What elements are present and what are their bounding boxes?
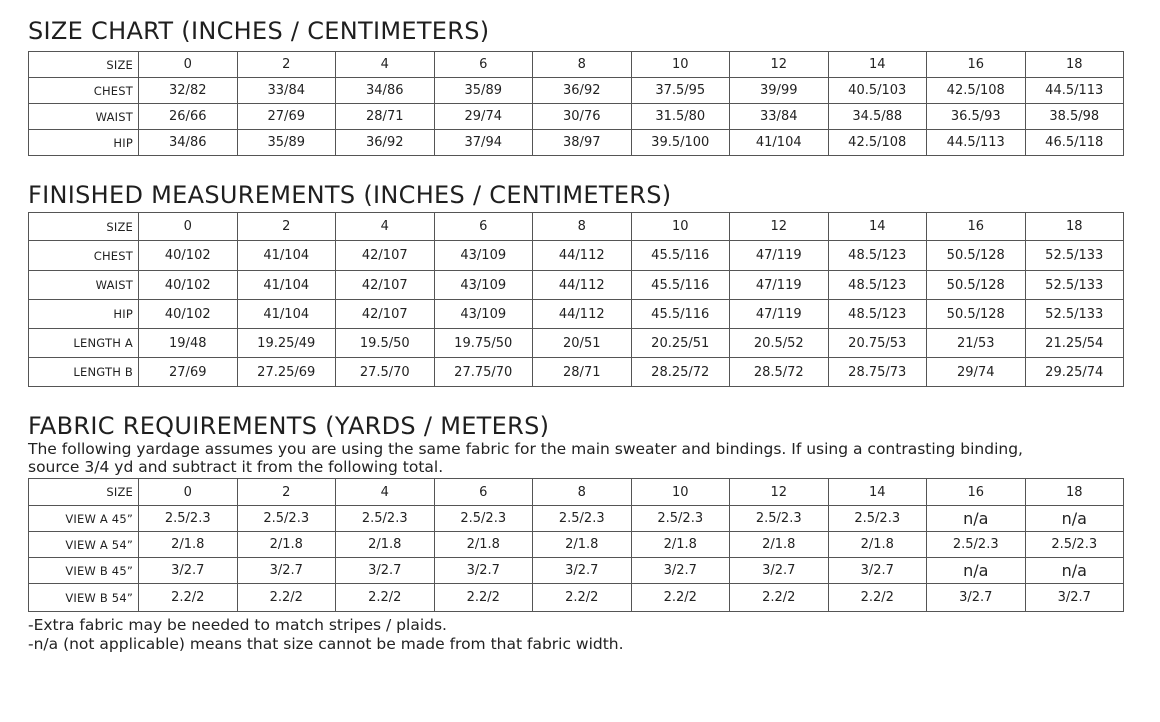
value-cell: 34/86	[336, 78, 435, 104]
value-cell: 3/2.7	[730, 558, 829, 584]
value-cell: 52.5/133	[1025, 300, 1124, 329]
size-header-row	[29, 213, 1124, 241]
value-cell: 2/1.8	[533, 532, 632, 558]
value-cell: 28.25/72	[631, 358, 730, 387]
value-cell: 50.5/128	[927, 241, 1026, 271]
value-cell: 34/86	[139, 130, 238, 156]
note-stripes: -Extra fabric may be needed to match stripes / plaids.	[28, 616, 447, 634]
value-cell: 40/102	[139, 300, 238, 329]
value-cell: 19.75/50	[434, 329, 533, 358]
row-label: CHEST	[29, 78, 139, 104]
size-header-cell: 4	[336, 213, 435, 241]
value-cell: 45.5/116	[631, 300, 730, 329]
value-cell: 3/2.7	[1025, 584, 1124, 612]
table-row	[29, 532, 1124, 558]
value-cell: 3/2.7	[533, 558, 632, 584]
value-cell: 29/74	[434, 104, 533, 130]
table-row	[29, 358, 1124, 387]
size-header-cell: 12	[730, 479, 829, 506]
value-cell: 2.5/2.3	[237, 506, 336, 532]
value-cell: 42/107	[336, 241, 435, 271]
value-cell: 2.5/2.3	[730, 506, 829, 532]
value-cell: 36/92	[533, 78, 632, 104]
value-cell: 2.5/2.3	[434, 506, 533, 532]
value-cell: 2.5/2.3	[927, 532, 1026, 558]
size-header-cell: 16	[927, 213, 1026, 241]
row-label: VIEW A 45”	[29, 506, 139, 532]
value-cell: 2.5/2.3	[139, 506, 238, 532]
finished-measurements-title: FINISHED MEASUREMENTS (INCHES / CENTIMETERS)	[28, 181, 672, 209]
row-label: CHEST	[29, 241, 139, 271]
value-cell: 39.5/100	[631, 130, 730, 156]
size-header-cell: 8	[533, 52, 632, 78]
row-label: LENGTH A	[29, 329, 139, 358]
value-cell: 44.5/113	[927, 130, 1026, 156]
value-cell: 2.2/2	[434, 584, 533, 612]
value-cell: 44.5/113	[1025, 78, 1124, 104]
size-header-cell: 14	[828, 52, 927, 78]
value-cell: 34.5/88	[828, 104, 927, 130]
value-cell: 2/1.8	[631, 532, 730, 558]
value-cell: 32/82	[139, 78, 238, 104]
size-label: SIZE	[29, 213, 139, 241]
value-cell: 40.5/103	[828, 78, 927, 104]
value-cell: 2.5/2.3	[336, 506, 435, 532]
value-cell: 40/102	[139, 241, 238, 271]
value-cell: 20/51	[533, 329, 632, 358]
size-header-cell: 18	[1025, 479, 1124, 506]
value-cell: 2/1.8	[434, 532, 533, 558]
value-cell: 43/109	[434, 241, 533, 271]
value-cell: 2/1.8	[730, 532, 829, 558]
value-cell: 2.2/2	[828, 584, 927, 612]
value-cell: 45.5/116	[631, 271, 730, 300]
value-cell: 2.5/2.3	[1025, 532, 1124, 558]
value-cell: 2.2/2	[336, 584, 435, 612]
value-cell: 52.5/133	[1025, 271, 1124, 300]
value-cell: 20.25/51	[631, 329, 730, 358]
table-row	[29, 241, 1124, 271]
value-cell: 31.5/80	[631, 104, 730, 130]
size-header-row	[29, 52, 1124, 78]
size-header-cell: 16	[927, 52, 1026, 78]
row-label: WAIST	[29, 271, 139, 300]
value-cell: 35/89	[434, 78, 533, 104]
value-cell: 44/112	[533, 271, 632, 300]
value-cell: n/a	[1025, 506, 1124, 532]
value-cell: 48.5/123	[828, 300, 927, 329]
value-cell: 50.5/128	[927, 271, 1026, 300]
value-cell: 27/69	[237, 104, 336, 130]
value-cell: n/a	[1025, 558, 1124, 584]
value-cell: 38.5/98	[1025, 104, 1124, 130]
value-cell: n/a	[927, 558, 1026, 584]
value-cell: 2/1.8	[139, 532, 238, 558]
table-row	[29, 506, 1124, 532]
value-cell: 42/107	[336, 271, 435, 300]
value-cell: 2.2/2	[237, 584, 336, 612]
size-header-cell: 14	[828, 479, 927, 506]
size-header-cell: 10	[631, 213, 730, 241]
size-header-cell: 0	[139, 479, 238, 506]
fabric-notes	[28, 616, 1124, 654]
size-header-cell: 16	[927, 479, 1026, 506]
value-cell: 27/69	[139, 358, 238, 387]
value-cell: 46.5/118	[1025, 130, 1124, 156]
value-cell: 33/84	[730, 104, 829, 130]
value-cell: 21.25/54	[1025, 329, 1124, 358]
table-row	[29, 584, 1124, 612]
value-cell: 19/48	[139, 329, 238, 358]
size-label: SIZE	[29, 479, 139, 506]
value-cell: 3/2.7	[828, 558, 927, 584]
value-cell: 52.5/133	[1025, 241, 1124, 271]
size-header-cell: 0	[139, 213, 238, 241]
row-label: VIEW B 54”	[29, 584, 139, 612]
value-cell: 39/99	[730, 78, 829, 104]
value-cell: 41/104	[237, 241, 336, 271]
value-cell: 3/2.7	[237, 558, 336, 584]
value-cell: 44/112	[533, 300, 632, 329]
value-cell: 2.2/2	[631, 584, 730, 612]
value-cell: 42/107	[336, 300, 435, 329]
value-cell: 3/2.7	[434, 558, 533, 584]
size-header-cell: 2	[237, 479, 336, 506]
row-label: LENGTH B	[29, 358, 139, 387]
size-header-cell: 14	[828, 213, 927, 241]
table-row	[29, 104, 1124, 130]
value-cell: 28.5/72	[730, 358, 829, 387]
value-cell: 20.5/52	[730, 329, 829, 358]
size-header-row	[29, 479, 1124, 506]
value-cell: 41/104	[730, 130, 829, 156]
size-header-cell: 6	[434, 213, 533, 241]
value-cell: 2/1.8	[336, 532, 435, 558]
size-header-cell: 8	[533, 479, 632, 506]
value-cell: 21/53	[927, 329, 1026, 358]
finished-measurements-table	[28, 212, 1124, 387]
fabric-requirements-section	[28, 412, 1124, 654]
value-cell: 3/2.7	[336, 558, 435, 584]
size-header-cell: 8	[533, 213, 632, 241]
fabric-description: The following yardage assumes you are using the same fabric for the main sweater and bindings. If using a contrasting binding, source 3/4 yd and subtract it from the following total.	[28, 440, 1023, 476]
value-cell: 19.25/49	[237, 329, 336, 358]
size-header-cell: 18	[1025, 52, 1124, 78]
size-chart-table	[28, 51, 1124, 156]
size-header-cell: 10	[631, 52, 730, 78]
value-cell: 42.5/108	[927, 78, 1026, 104]
row-label: VIEW B 45”	[29, 558, 139, 584]
value-cell: 2.5/2.3	[631, 506, 730, 532]
value-cell: 3/2.7	[631, 558, 730, 584]
value-cell: 41/104	[237, 300, 336, 329]
value-cell: 36.5/93	[927, 104, 1026, 130]
value-cell: 33/84	[237, 78, 336, 104]
table-row	[29, 130, 1124, 156]
value-cell: 36/92	[336, 130, 435, 156]
value-cell: 35/89	[237, 130, 336, 156]
value-cell: 2.5/2.3	[533, 506, 632, 532]
value-cell: 3/2.7	[139, 558, 238, 584]
finished-measurements-section	[28, 180, 1124, 387]
size-chart-title: SIZE CHART (INCHES / CENTIMETERS)	[28, 17, 490, 45]
row-label: HIP	[29, 130, 139, 156]
value-cell: 2/1.8	[237, 532, 336, 558]
value-cell: 3/2.7	[927, 584, 1026, 612]
size-header-cell: 10	[631, 479, 730, 506]
value-cell: 28/71	[336, 104, 435, 130]
value-cell: 43/109	[434, 271, 533, 300]
value-cell: 2/1.8	[828, 532, 927, 558]
value-cell: 19.5/50	[336, 329, 435, 358]
value-cell: 2.2/2	[533, 584, 632, 612]
size-header-cell: 18	[1025, 213, 1124, 241]
note-na: -n/a (not applicable) means that size cannot be made from that fabric width.	[28, 635, 624, 653]
size-header-cell: 4	[336, 479, 435, 506]
value-cell: 47/119	[730, 300, 829, 329]
size-label: SIZE	[29, 52, 139, 78]
value-cell: 48.5/123	[828, 271, 927, 300]
value-cell: 2.5/2.3	[828, 506, 927, 532]
value-cell: 42.5/108	[828, 130, 927, 156]
value-cell: 29.25/74	[1025, 358, 1124, 387]
size-header-cell: 4	[336, 52, 435, 78]
value-cell: n/a	[927, 506, 1026, 532]
value-cell: 41/104	[237, 271, 336, 300]
fabric-requirements-title: FABRIC REQUIREMENTS (YARDS / METERS)	[28, 412, 550, 440]
value-cell: 27.75/70	[434, 358, 533, 387]
table-row	[29, 300, 1124, 329]
table-row	[29, 329, 1124, 358]
size-header-cell: 6	[434, 479, 533, 506]
value-cell: 47/119	[730, 271, 829, 300]
size-header-cell: 12	[730, 213, 829, 241]
value-cell: 38/97	[533, 130, 632, 156]
value-cell: 37/94	[434, 130, 533, 156]
size-header-cell: 6	[434, 52, 533, 78]
size-header-cell: 12	[730, 52, 829, 78]
table-row	[29, 78, 1124, 104]
value-cell: 43/109	[434, 300, 533, 329]
fabric-requirements-table	[28, 478, 1124, 612]
size-header-cell: 2	[237, 52, 336, 78]
size-header-cell: 2	[237, 213, 336, 241]
value-cell: 20.75/53	[828, 329, 927, 358]
size-header-cell: 0	[139, 52, 238, 78]
value-cell: 28/71	[533, 358, 632, 387]
table-row	[29, 271, 1124, 300]
value-cell: 48.5/123	[828, 241, 927, 271]
row-label: HIP	[29, 300, 139, 329]
value-cell: 26/66	[139, 104, 238, 130]
value-cell: 28.75/73	[828, 358, 927, 387]
value-cell: 47/119	[730, 241, 829, 271]
row-label: WAIST	[29, 104, 139, 130]
value-cell: 40/102	[139, 271, 238, 300]
value-cell: 50.5/128	[927, 300, 1026, 329]
value-cell: 44/112	[533, 241, 632, 271]
value-cell: 37.5/95	[631, 78, 730, 104]
size-chart-section	[28, 16, 1124, 156]
value-cell: 2.2/2	[730, 584, 829, 612]
value-cell: 27.5/70	[336, 358, 435, 387]
value-cell: 29/74	[927, 358, 1026, 387]
value-cell: 2.2/2	[139, 584, 238, 612]
value-cell: 45.5/116	[631, 241, 730, 271]
table-row	[29, 558, 1124, 584]
value-cell: 27.25/69	[237, 358, 336, 387]
value-cell: 30/76	[533, 104, 632, 130]
row-label: VIEW A 54”	[29, 532, 139, 558]
